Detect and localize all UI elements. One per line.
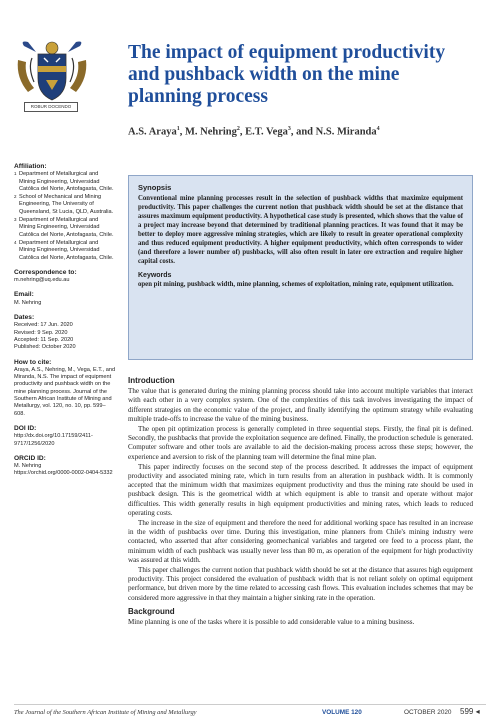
crest-motto: ROBUR DOCENDO: [24, 102, 78, 112]
synopsis-box: [128, 175, 473, 360]
footer-journal: The Journal of the Southern African Institute of Mining and Metallurgy: [14, 709, 197, 716]
doi-heading: DOI ID:: [14, 424, 37, 432]
intro-paragraph-5: This paper challenges the current notion that pushback width should be set at the distance that assures high equipment productivity. This project considered the evaluation of pushback width that is not reliant solely on optimal equipment performance, but driven more by the time related to accessing cash flows. This evaluation includes schemes that may be considered more aggressive in that they maintain a higher sinking rate in the operation.: [128, 566, 473, 602]
author-name: M. Nehring: [184, 126, 237, 138]
email-heading: Email:: [14, 291, 34, 299]
cite-heading: How to cite:: [14, 358, 52, 366]
article-sidebar: [14, 163, 116, 485]
author-separator: ,: [239, 126, 246, 138]
synopsis-heading: Synopsis: [138, 183, 172, 192]
footer-page-number: 599 ◂: [460, 707, 480, 716]
affiliation-item: [14, 194, 116, 216]
affiliation-number: 3: [14, 217, 17, 223]
paper-title: The impact of equipment productivity and pushback width on the mine planning process: [128, 42, 446, 107]
author-affiliation-marker: 1: [176, 126, 180, 132]
citation-text: Araya, A.S., Nehring, M., Vega, E.T., and Miranda, N.S. The impact of equipment productivity and pushback width on the mine planning process. Journal of the Southern African Institute of Mining and Metallurgy, vol. 120, no. 10, pp. 599–608.: [14, 366, 116, 417]
intro-paragraph-1: The value that is generated during the mining planning process should take into account multiple variables that interact with each other in a very complex system. One of the complexities of this task involves investigating the impact of different strategies on the economic value of the project, and finally identifying the optimum strategy while evaluating multiple trade-offs to increase the value of the mining business.: [128, 387, 473, 423]
date-accepted: Accepted: 11 Sep. 2020: [14, 336, 74, 343]
background-paragraph-1: Mine planning is one of the tasks where it is possible to add considerable value to a mining business.: [128, 618, 415, 627]
keywords-text: open pit mining, pushback width, mine planning, schemes of exploitation, mining rate, equipment utilization.: [138, 281, 454, 288]
author-list: [128, 126, 488, 138]
author-name: E.T. Vega: [245, 126, 288, 138]
author-separator: , and: [290, 126, 316, 138]
affiliation-item: [14, 171, 116, 193]
affiliation-text: School of Mechanical and Mining Engineering, The University of Queensland, St Lucia, QLD, Australia.: [19, 194, 114, 215]
author-separator: ,: [179, 126, 185, 138]
date-revised: Revised: 9 Sep. 2020: [14, 329, 68, 336]
affiliation-text: Department of Metallurgical and Mining Engineering, Universidad Católica del Norte, Antofagasta, Chile.: [19, 239, 114, 261]
affiliation-number: 4: [14, 239, 17, 245]
keywords-heading: Keywords: [138, 272, 172, 279]
intro-paragraph-4: The increase in the size of equipment and therefore the need for additional working space has resulted in an increase in the width of pushbacks over time. During this investigation, mine planners from Chile's mining industry were contacted, who asserted that after considering geomechanical variables and targeted ore feed to a process plant, the minimum width of each pushback was usually never less than 80 m, as operation of the equipment for high productivity was assured at this width.: [128, 519, 473, 564]
date-published: Published: October 2020: [14, 344, 76, 351]
intro-paragraph-3: This paper indirectly focuses on the second step of the process described. It addresses the impact of equipment productivity and associated mining rate, which in turn results from an alteration in pushback width. It is commonly accepted that the minimum width that maximizes equipment productivity and thus the mining rate should be used in pushback design. This is the geometrical width at which equipment is able to transit and operate without major difficulties. This width generally results in high equipment productivities and mining rates, which leads to reduced operating costs.: [128, 462, 473, 517]
affiliation-text: Department of Metallurgical and Mining Engineering, Universidad Católica del Norte, Antofagasta, Chile.: [19, 171, 114, 192]
author-affiliation-marker: 2: [236, 126, 240, 132]
institute-crest: [14, 38, 90, 108]
orcid-heading: ORCID ID:: [14, 454, 46, 462]
correspondence-heading: Correspondence to:: [14, 268, 77, 276]
footer-volume: VOLUME 120: [322, 709, 362, 716]
footer-date: OCTOBER 2020: [404, 709, 452, 716]
author-affiliation-marker: 4: [376, 126, 380, 132]
affiliation-item: [14, 240, 116, 262]
email-name: M. Nehring: [14, 299, 42, 306]
affiliation-list: [14, 171, 116, 262]
author-name: N.S. Miranda: [315, 126, 377, 138]
affiliation-number: 2: [14, 194, 17, 200]
author-name: A.S. Araya: [128, 126, 177, 138]
orcid-name: M. Nehring: [14, 463, 42, 470]
affiliation-item: [14, 217, 116, 239]
date-received: Received: 17 Jun. 2020: [14, 322, 73, 329]
background-heading: Background: [128, 606, 175, 616]
introduction-heading: Introduction: [128, 376, 175, 385]
author-affiliation-marker: 3: [287, 126, 291, 132]
affiliation-number: 1: [14, 171, 17, 177]
affiliation-text: Department of Metallurgical and Mining Engineering, Universidad Católica del Norte, Antofagasta, Chile.: [19, 217, 114, 238]
correspondence-email[interactable]: m.nehring@uq.edu.au: [14, 277, 70, 284]
page-footer: [14, 704, 486, 718]
doi-link[interactable]: http://dx.doi.org/10.17159/2411-9717/1256/2020: [14, 433, 93, 447]
affiliation-heading: Affiliation:: [14, 163, 47, 170]
synopsis-text: Conventional mine planning processes result in the selection of pushback widths that maximize equipment productivity. This paper challenges the current notion that pushback width should be set at the distance that assures maximum equipment productivity. A hypothetical case study is presented, which shows that the value of a project may increase beyond that determined by traditional planning practices. It was found that it may be better to deploy more aggressive mining strategies, which are likely to result in greater operational complexity and thus reduced equipment productivity. A higher equipment productivity, which often corresponds to wider (and therefore a lower number of) pushbacks, will also often result in later ore extraction and require higher capital costs.: [138, 195, 463, 265]
main-body: [128, 376, 473, 628]
orcid-link[interactable]: https://orchid.org/0000-0002-0404-5332: [14, 470, 113, 477]
dates-heading: Dates:: [14, 314, 35, 322]
intro-paragraph-2: The open pit optimization process is generally completed in three sequential steps. Firstly, the final pit is defined. Secondly, the pushbacks that provide the exploitation sequence are defined. Finally, the production schedule is generated. Computer software and other tools are available to aid the decision-making process across these steps; however, the experience and aversion to risk of the planning team will determine the final mine plan.: [128, 425, 473, 461]
